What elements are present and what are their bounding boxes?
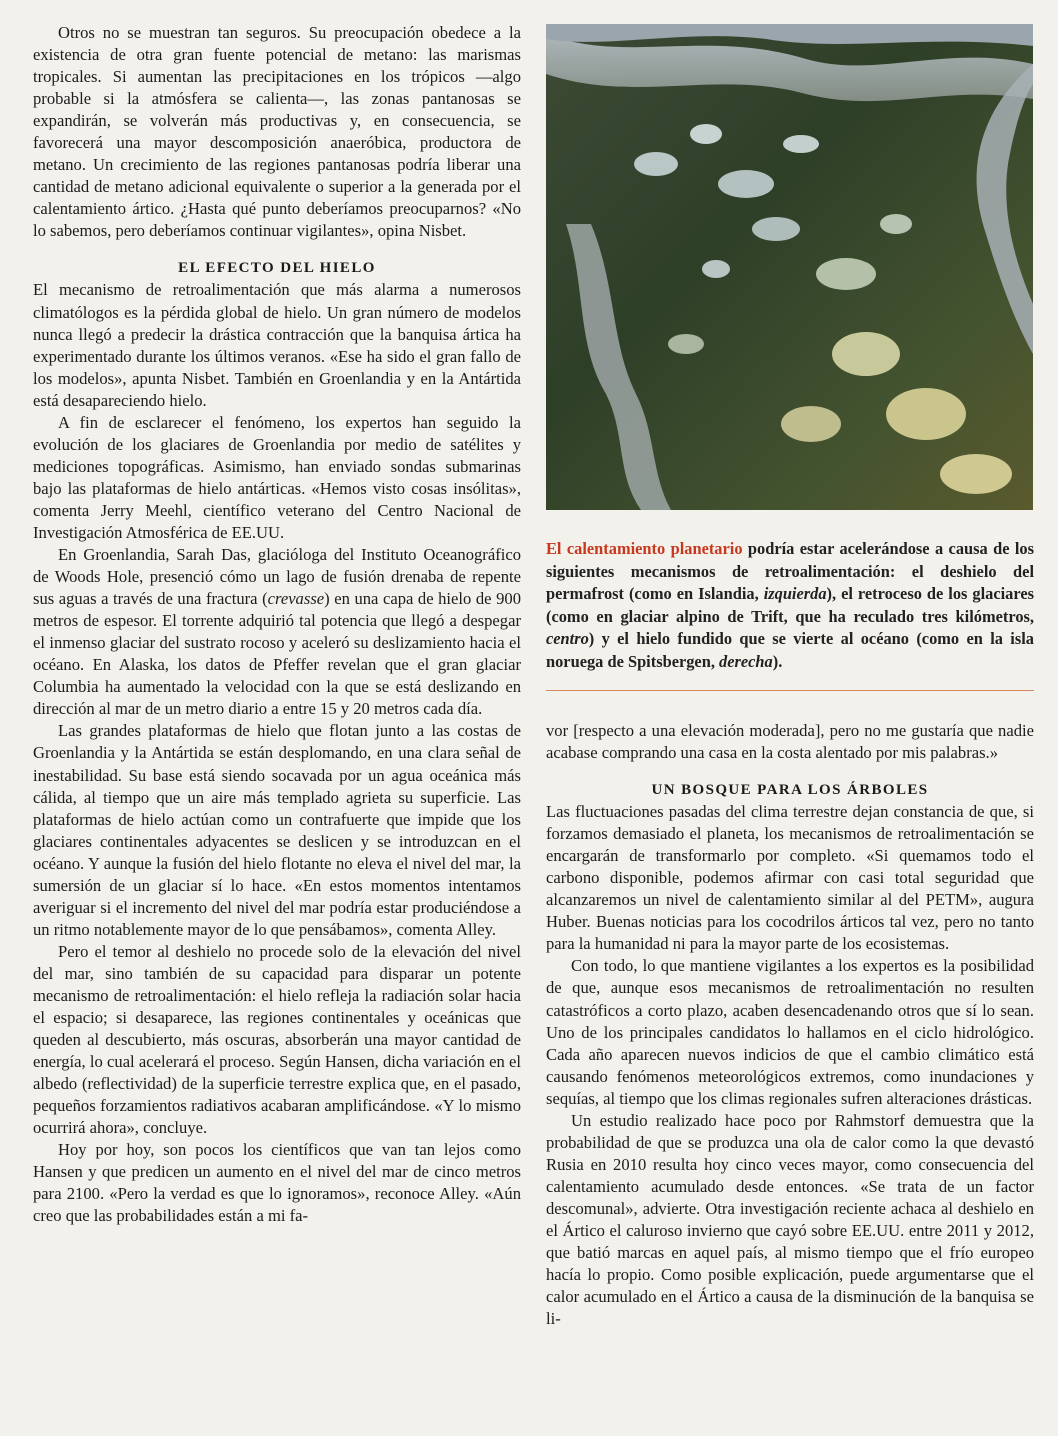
photo-caption: El calentamiento planetario podría estar acelerándose a causa de los siguientes mecanismos de retroalimentación: el deshielo del permafrost (como en Islandia, izquierda), el retroceso de los glaciares (como en glaciar alpino de Trift, que ha reculado tres kilómetros, centro) y el hielo fundido que se vierte al océano (como en la isla noruega de Spitsbergen, derecha). — [546, 539, 1035, 671]
paragraph: Las fluctuaciones pasadas del clima terrestre dejan constancia de que, si forzamos demasiado el planeta, los mecanismos de retroalimentación se encargarán de transformarlo por completo. «Si quemamos todo el carbono disponible, podemos afirmar con casi total seguridad que alcanzaremos un nivel de calentamiento similar al del PETM», augura Huber. Buenas noticias para los cocodrilos árticos tal vez, pero no tanto para la humanidad ni para la mayor parte de los ecosistemas. — [546, 802, 1034, 954]
section-heading: EL EFECTO DEL HIELO — [178, 260, 376, 277]
paragraph: Las grandes plataformas de hielo que flotan junto a las costas de Groenlandia y la Antártida se están desplomando, en una clara señal de inestabilidad. Su base está siendo socavada por un agua oceánica más cálida, al tiempo que un aire más templado agrieta su superficie. Las plataformas de hielo actúan como un contrafuerte que impide que los glaciares continentales adyacentes se deslicen y se introduzcan en el océano. Y aunque la fusión del hielo flotante no eleva el nivel del mar, la sumersión de un glaciar sí lo hace. «En estos momentos intentamos averiguar si el incremento del nivel del mar podría estar produciéndose a un ritmo notablemente mayor de lo que pensábamos», comenta Alley. — [33, 721, 521, 939]
paragraph: El mecanismo de retroalimentación que más alarma a numerosos climatólogos es la pérdida global de hielo. Un gran número de modelos nunca llegó a predecir la drástica contracción que la banquisa ártica ha experimentado durante los últimos veranos. «Ese ha sido el gran fallo de los modelos», apunta Nisbet. También en Groenlandia y en la Antártida está desapareciendo hielo. — [33, 280, 521, 410]
caption-divider — [546, 690, 1034, 691]
paragraph: En Groenlandia, Sarah Das, glacióloga del Instituto Oceanográfico de Woods Hole, presenció cómo un lago de fusión drenaba de repente sus aguas a través de una fractura (crevasse) en una capa de hielo de 900 metros de espesor. El torrente adquirió tal potencia que llegó a despegar el inmenso glaciar del sustrato rocoso y aceleró su deslizamiento hacia el océano. En Alaska, los datos de Pfeffer revelan que el gran glaciar Columbia ha aumentado la velocidad con la que se está deslizando en dirección al mar de un metro diario a entre 15 y 20 metros cada día. — [33, 545, 521, 719]
aerial-photo-iceland — [546, 24, 1033, 510]
paragraph: Otros no se muestran tan seguros. Su preocupación obedece a la existencia de otra gran fuente potencial de metano: las marismas tropicales. Si aumentan las precipitaciones en los trópicos —algo probable si la atmósfera se calienta—, las zonas pantanosas se expandirán, se volverán más productivas y, en consecuencia, se favorecerá una mayor descomposición anaeróbica, productora de metano. Un crecimiento de las regiones pantanosas podría liberar una cantidad de metano adicional equivalente o superior a la generada por el calentamiento ártico. ¿Hasta qué punto deberíamos preocuparnos? «No lo sabemos, pero deberíamos continuar vigilantes», opina Nisbet. — [33, 23, 521, 241]
paragraph: Un estudio realizado hace poco por Rahmstorf demuestra que la probabilidad de que se produzca una ola de calor como la que devastó Rusia en 2010 resulta hoy cinco veces mayor, como consecuencia del calentamiento acumulado desde entonces. «Se trata de un factor descomunal», advierte. Otra investigación reciente achaca al deshielo en el Ártico el caluroso invierno que cayó sobre EE.UU. entre 2011 y 2012, que batió marcas en aquel país, al mismo tiempo que el frío europeo hacía lo propio. Como posible explicación, puede argumentarse que el calor acumulado en el Ártico a causa de la disminución de la banquisa se li- — [546, 1110, 1034, 1329]
aerial-landscape-image — [546, 24, 1033, 510]
paragraph: Pero el temor al deshielo no procede solo de la elevación del nivel del mar, sino también de su capacidad para disparar un potente mecanismo de retroalimentación: el hielo refleja la radiación solar hacia el espacio; si desaparece, las regiones continentales y oceánicas que queden al descubierto, más oscuras, absorberán una mayor cantidad de energía, lo cual acelerará el proceso. Según Hansen, dicha variación en el albedo (reflectividad) de la superficie terrestre explica que, en el pasado, pequeños forzamientos radiativos acabaran amplificándose. «Y lo mismo ocurrirá ahora», concluye. — [33, 941, 521, 1138]
left-column — [33, 22, 521, 1227]
section-heading: UN BOSQUE PARA LOS ÁRBOLES — [651, 782, 929, 799]
paragraph: Con todo, lo que mantiene vigilantes a los expertos es la posibilidad de que, aunque esos mecanismos de retroalimentación no resulten catastróficos a corto plazo, acaben desencadenando otros que sí lo sean. Uno de los principales candidatos lo hallamos en el ciclo hidrológico. Cada año aparecen nuevos indicios de que el cambio climático está causando fenómenos meteorológicos extremos, como inundaciones y sequías, al tiempo que los climas regionales sufren alteraciones drásticas. — [546, 956, 1034, 1108]
caption-lead: El calentamiento planetario — [546, 539, 743, 558]
right-column — [546, 720, 1034, 1330]
paragraph: A fin de esclarecer el fenómeno, los expertos han seguido la evolución de los glaciares de Groenlandia por medio de satélites y mediciones topográficas. Asimismo, han enviado sondas submarinas bajo las plataformas de hielo antárticas. «Hemos visto cosas insólitas», comenta Jerry Meehl, científico veterano del Centro Nacional de Investigación Atmosférica de EE.UU. — [33, 412, 521, 542]
paragraph: vor [respecto a una elevación moderada], pero no me gustaría que nadie acabase comprando una casa en la costa alentado por mis palabras.» — [546, 721, 1034, 763]
paragraph: Hoy por hoy, son pocos los científicos que van tan lejos como Hansen y que predicen un aumento en el nivel del mar de cinco metros para 2100. «Pero la verdad es que lo ignoramos», reconoce Alley. «Aún creo que las probabilidades están a mi fa- — [33, 1140, 521, 1226]
